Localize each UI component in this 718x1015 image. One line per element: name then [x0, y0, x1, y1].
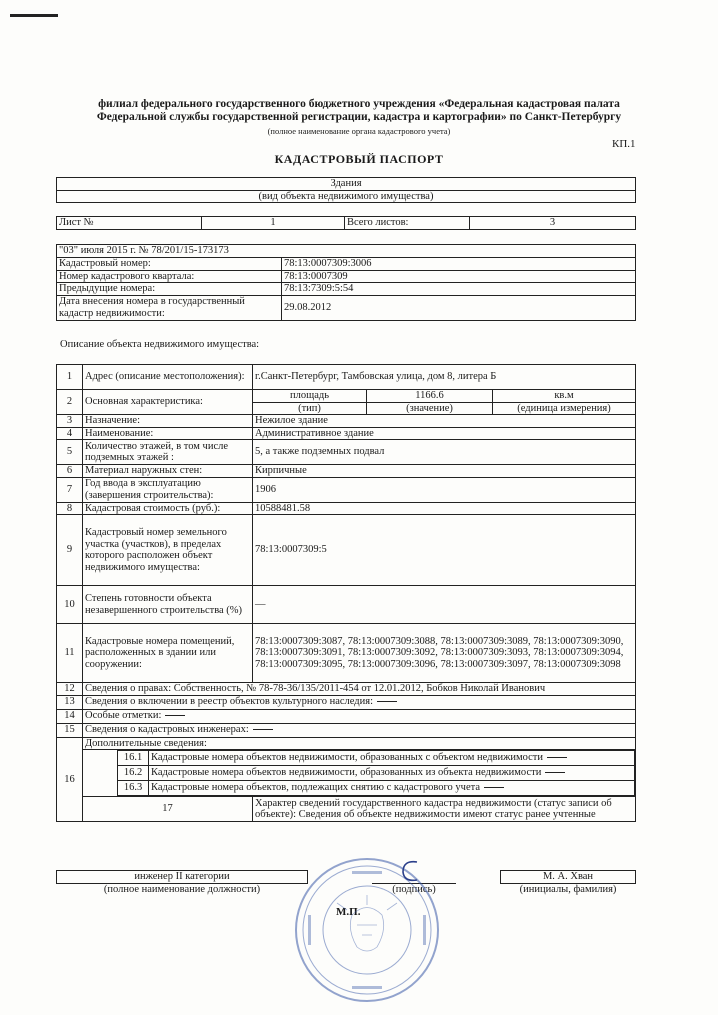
registry-label: Дата внесения номера в государственный кадастр недвижимости:: [57, 295, 282, 320]
registry-label: Кадастровый номер:: [57, 258, 282, 271]
sub-text-label: Кадастровые номера объектов, подлежащих снятию с кадастрового учета: [151, 782, 480, 794]
signature-caption: (подпись): [392, 884, 436, 895]
wall-material-value: Кирпичные: [253, 465, 636, 478]
row-number: 13: [57, 695, 83, 709]
characteristic-value: 1166.6: [367, 390, 493, 403]
document-title: КАДАСТРОВЫЙ ПАСПОРТ: [274, 152, 444, 166]
description-title: Описание объекта недвижимого имущества:: [60, 339, 260, 350]
status-info: Характер сведений государственного кадастра недвижимости (статус записи об объекте): Сведения об объекте недвижимости имеют статус ранее учтенные: [253, 797, 636, 822]
sub-number: 16.2: [118, 766, 149, 781]
row-label: Назначение:: [83, 415, 253, 428]
registry-label: Номер кадастрового квартала:: [57, 270, 282, 283]
row-label: Год ввода в эксплуатацию (завершения строительства):: [83, 477, 253, 502]
row-number: 5: [57, 440, 83, 465]
name-value: Административное здание: [253, 427, 636, 440]
registry-value: 78:13:0007309: [282, 270, 636, 283]
sub-text-label: Кадастровые номера объектов недвижимости, образованных с объектом недвижимости: [151, 752, 543, 764]
org-name-line2: Федеральной службы государственной регистрации, кадастра и картографии» по Санкт-Петербургу: [96, 111, 622, 123]
object-type: Здания: [57, 178, 636, 191]
row-number: 15: [57, 723, 83, 737]
row-label: Количество этажей, в том числе подземных этажей :: [83, 440, 253, 465]
characteristic-unit: кв.м: [493, 390, 636, 403]
row-number: 10: [57, 586, 83, 624]
type-caption: (тип): [253, 402, 367, 415]
registry-label: Предыдущие номера:: [57, 283, 282, 296]
address-value: г.Санкт-Петербург, Тамбовская улица, дом 8, литера Б: [253, 365, 636, 390]
floors-value: 5, а также подземных подвал: [253, 440, 636, 465]
year-value: 1906: [253, 477, 636, 502]
position-caption: (полное наименование должности): [103, 884, 261, 895]
row-label: Кадастровая стоимость (руб.):: [83, 502, 253, 515]
additional-info-label: Дополнительные сведения:: [83, 737, 636, 750]
premises-numbers-value: 78:13:0007309:3087, 78:13:0007309:3088, 78:13:0007309:3089, 78:13:0007309:3090, 78:13:0007309:3091, 78:13:0007309:3092, 78:13:0007309:3093, 78:13:0007309:3094, 78:13:0007309:3095, 78:13:0007309:3096, 78:13:0007309:3097, 78:13:0007309:3098: [253, 624, 636, 683]
sheet-table: [56, 216, 636, 230]
special-notes: [83, 709, 636, 723]
object-type-caption: (вид объекта недвижимого имущества): [57, 190, 636, 203]
heritage-info: [83, 695, 636, 709]
description-table: [56, 364, 636, 822]
row-label: Кадастровый номер земельного участка (участков), в пределах которого расположен объект недвижимого имущества:: [83, 515, 253, 586]
signer-name: М. А. Хван: [501, 871, 636, 884]
row-label: Основная характеристика:: [83, 390, 253, 415]
rights-info: Сведения о правах: Собственность, № 78-78-36/135/2011-454 от 12.01.2012, Бобков Николай Иванович: [83, 683, 636, 696]
row-number: 12: [57, 683, 83, 696]
land-plot-value: 78:13:0007309:5: [253, 515, 636, 586]
object-type-table: [56, 177, 636, 203]
registry-value: 78:13:0007309:3006: [282, 258, 636, 271]
signer-position: инженер II категории: [57, 871, 308, 884]
engineers-info: [83, 723, 636, 737]
row-number: 1: [57, 365, 83, 390]
registry-date-line: "03" июля 2015 г. № 78/201/15-173173: [57, 245, 636, 258]
unit-caption: (единица измерения): [493, 402, 636, 415]
additional-info-sub: [83, 750, 636, 797]
registry-table: [56, 244, 636, 321]
seal-label: М.П.: [336, 906, 361, 918]
sheet-label: Лист №: [57, 217, 202, 230]
special-notes-label: Особые отметки:: [85, 710, 162, 722]
row-number: 14: [57, 709, 83, 723]
purpose-value: Нежилое здание: [253, 415, 636, 428]
row-number: 16: [57, 737, 83, 822]
registry-value: 29.08.2012: [282, 295, 636, 320]
engineers-label: Сведения о кадастровых инженерах:: [85, 724, 249, 736]
form-code: КП.1: [612, 138, 636, 150]
row-number: 7: [57, 477, 83, 502]
sub-text: [149, 751, 635, 766]
row-number: 3: [57, 415, 83, 428]
row-number: 6: [57, 465, 83, 478]
org-name-line1: филиал федерального государственного бюджетного учреждения «Федеральная кадастровая палата: [98, 98, 620, 110]
row-label: Кадастровые номера помещений, расположенных в здании или сооружении:: [83, 624, 253, 683]
row-label: Степень готовности объекта незавершенного строительства (%): [83, 586, 253, 624]
row-number: 11: [57, 624, 83, 683]
total-sheets-value: 3: [470, 217, 636, 230]
row-number: 9: [57, 515, 83, 586]
row-number: 2: [57, 390, 83, 415]
registry-value: 78:13:7309:5:54: [282, 283, 636, 296]
name-caption: (инициалы, фамилия): [519, 884, 617, 895]
sub-text: [149, 781, 635, 796]
sub-text: [149, 766, 635, 781]
org-caption: (полное наименование органа кадастрового учета): [267, 126, 451, 136]
sub-number: 16.3: [118, 781, 149, 796]
signature-scribble: [395, 858, 425, 886]
value-caption: (значение): [367, 402, 493, 415]
completion-value: —: [253, 586, 636, 624]
sub-text-label: Кадастровые номера объектов недвижимости, образованных из объекта недвижимости: [151, 767, 542, 779]
sheet-value: 1: [202, 217, 345, 230]
row-label: Адрес (описание местоположения):: [83, 365, 253, 390]
cadastral-cost-value: 10588481.58: [253, 502, 636, 515]
heritage-label: Сведения о включении в реестр объектов культурного наследия:: [85, 696, 374, 708]
row-label: Материал наружных стен:: [83, 465, 253, 478]
row-number: 8: [57, 502, 83, 515]
row-number: 17: [83, 797, 253, 822]
row-number: 4: [57, 427, 83, 440]
scan-mark: [10, 14, 58, 17]
row-label: Наименование:: [83, 427, 253, 440]
sub-number: 16.1: [118, 751, 149, 766]
total-sheets-label: Всего листов:: [345, 217, 470, 230]
characteristic-type: площадь: [253, 390, 367, 403]
